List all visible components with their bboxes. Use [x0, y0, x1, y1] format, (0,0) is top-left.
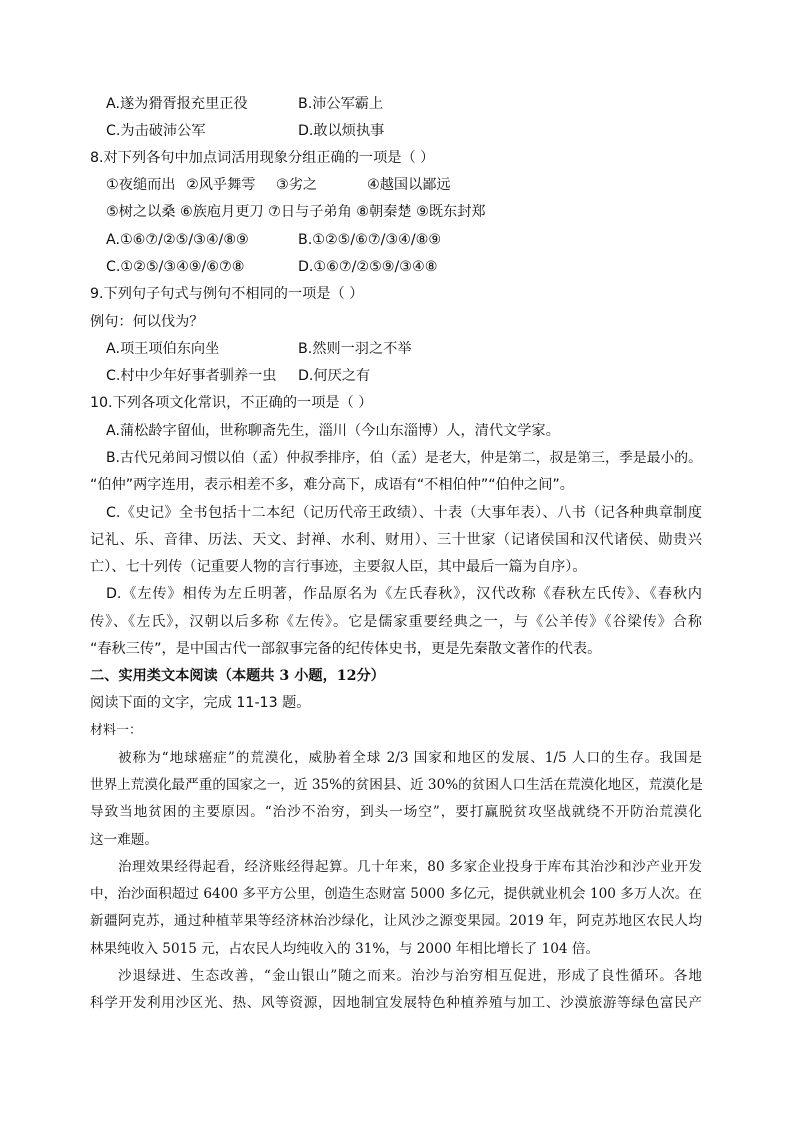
q9-stem: 9.下列句子句式与例句不相同的一项是（ ） [90, 286, 364, 302]
q8-item-1: ①夜缒而出 [106, 177, 176, 193]
q8-item-2: ②风乎舞雩 [186, 177, 256, 193]
material-p3-line-2: 科学开发利用沙区光、热、风等资源，因地制宜发展特色种植养殖与加工、沙漠旅游等绿色富民产 [90, 995, 702, 1011]
material-p1-line-3: 导致当地贫困的主要原因。“治沙不治穷，到头一场空”，要打赢脱贫攻坚战就绕不开防治荒漠化 [90, 804, 702, 820]
material-p3-line-1: 沙退绿进、生态改善，“金山银山”随之而来。治沙与治穷相互促进，形成了良性循环。各地 [118, 968, 702, 984]
q7-option-d: D.敢以烦执事 [298, 123, 385, 139]
q10-option-b-line-1: B.古代兄弟间习惯以伯（孟）仲叔季排序，伯（孟）是老大，仲是第二，叔是第三，季是最小的。 [106, 450, 703, 466]
q10-option-c-line-3: 亡）、七十列传（记重要人物的言行事迹，主要叙人臣，其中最后一篇为自序）。 [90, 559, 587, 575]
section-instruction: 阅读下面的文字，完成 11-13 题。 [90, 695, 311, 711]
q9-option-d: D.何厌之有 [298, 368, 371, 384]
q8-items-line-2: ⑤树之以桑 ⑥族庖月更刀 ⑦日与子弟角 ⑧朝秦楚 ⑨既东封郑 [106, 204, 486, 220]
q8-item-3: ③劣之 [276, 177, 318, 193]
q10-option-d-line-1: D.《左传》相传为左丘明著，作品原名为《左氏春秋》，汉代改称《春秋左氏传》、《春秋内 [106, 586, 702, 602]
q10-option-c-line-2: 记礼、乐、音律、历法、天文、封禅、水利、财用）、三十世家（记诸侯国和汉代诸侯、勋贵兴 [90, 532, 702, 548]
q7-option-a: A.遂为猾胥报充里正役 [106, 96, 248, 112]
material-p1-line-1: 被称为“地球癌症”的荒漠化，威胁着全球 2/3 国家和地区的发展、1/5 人口的生存。我国是 [118, 750, 702, 766]
material-p1-line-4: 这一难题。 [90, 832, 158, 848]
section-heading: 二、实用类文本阅读（本题共 3 小题，12分） [90, 668, 385, 684]
q10-option-d-line-3: “春秋三传”，是中国古代一部叙事完备的纪传体史书，更是先秦散文著作的代表。 [90, 641, 602, 657]
q7-option-b: B.沛公军霸上 [298, 96, 384, 112]
q8-item-4: ④越国以鄙远 [367, 177, 451, 193]
material-p1-line-2: 世界上荒漠化最严重的国家之一，近 35%的贫困县、近 30%的贫困人口生活在荒漠化地区，荒漠化是 [90, 777, 703, 793]
q9-option-a: A.项王项伯东向坐 [106, 341, 220, 357]
q8-option-d: D.①⑥⑦/②⑤⑨/③④⑧ [298, 259, 438, 275]
material-label: 材料一： [90, 723, 143, 738]
q10-option-c-line-1: C.《史记》全书包括十二本纪（记历代帝王政绩）、十表（大事年表）、八书（记各种典章制度 [106, 505, 702, 521]
q7-option-c: C.为击破沛公军 [106, 123, 206, 139]
q10-option-a: A.蒲松龄字留仙，世称聊斋先生，淄川（今山东淄博）人，清代文学家。 [106, 423, 560, 439]
q10-option-b-line-2: “伯仲”两字连用，表示相差不多，难分高下，成语有“不相伯仲”“伯仲之间”。 [90, 477, 574, 493]
material-p2-line-3: 新疆阿克苏，通过种植苹果等经济林治沙绿化，让风沙之源变果园。2019 年，阿克苏地区农民人均 [90, 913, 702, 929]
q10-option-d-line-2: 传》、《左氏》，汉朝以后多称《左传》。它是儒家重要经典之一，与《公羊传》《谷梁传》合称 [90, 614, 702, 630]
q9-option-c: C.村中少年好事者驯养一虫 [106, 368, 277, 384]
q8-option-a: A.①⑥⑦/②⑤/③④/⑧⑨ [106, 232, 249, 248]
q8-stem: 8.对下列各句中加点词活用现象分组正确的一项是（ ） [90, 150, 435, 166]
q9-option-b: B.然则一羽之不举 [298, 341, 412, 357]
q9-example: 例句：何以伐为？ [90, 314, 204, 330]
material-p2-line-2: 中，治沙面积超过 6400 多平方公里，创造生态财富 5000 多亿元，提供就业机会 100 多万人次。在 [90, 886, 702, 902]
q8-option-c: C.①②⑤/③④⑨/⑥⑦⑧ [106, 259, 245, 275]
q8-option-b: B.①②⑤/⑥⑦/③④/⑧⑨ [298, 232, 442, 248]
material-p2-line-4: 林果纯收入 5015 元，占农民人均纯收入的 31%，与 2000 年相比增长了 104 倍。 [90, 941, 600, 957]
q10-stem: 10.下列各项文化常识，不正确的一项是（ ） [90, 395, 373, 411]
material-p2-line-1: 治理效果经得起看，经济账经得起算。几十年来，80 多家企业投身于库布其治沙和沙产业开发 [118, 859, 702, 875]
